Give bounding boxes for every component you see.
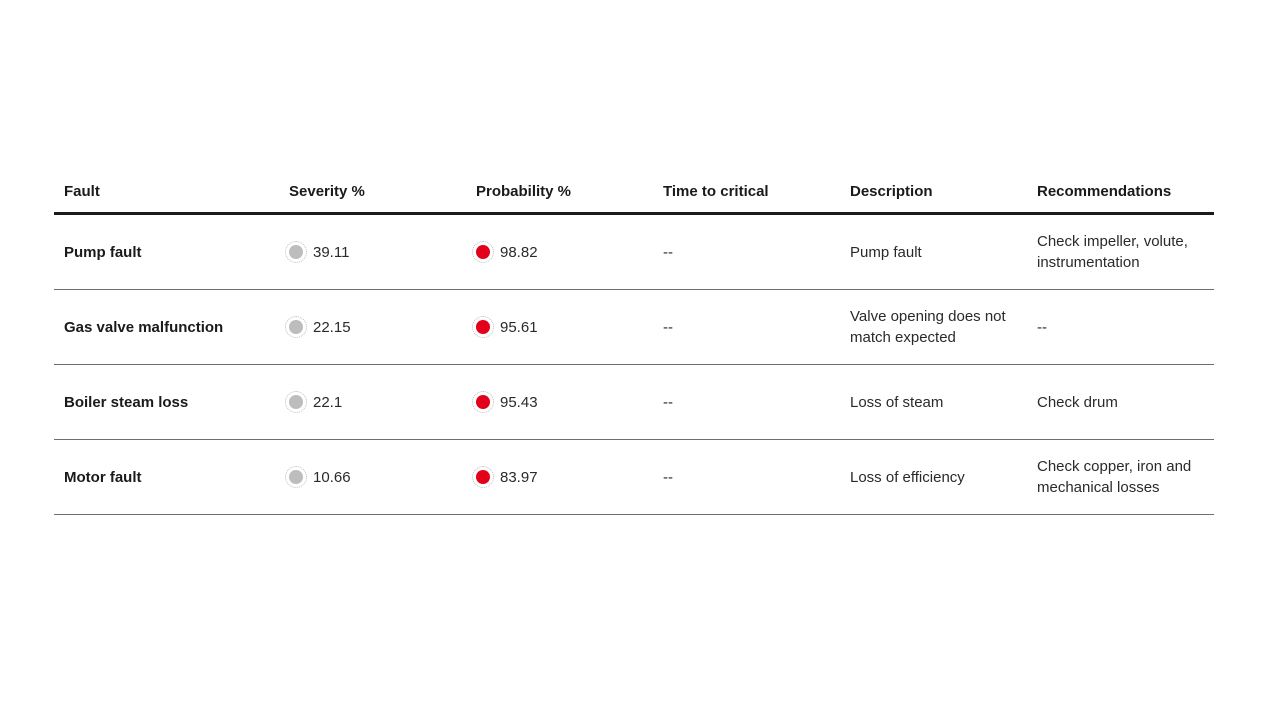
table-row[interactable]	[54, 215, 1214, 290]
severity-indicator-icon	[289, 245, 303, 259]
fault-name: Motor fault	[64, 468, 142, 486]
column-header-fault[interactable]: Fault	[64, 182, 100, 200]
fault-name: Pump fault	[64, 243, 142, 261]
probability-value: 83.97	[500, 468, 538, 486]
severity-indicator-icon	[289, 395, 303, 409]
fault-name: Gas valve malfunction	[64, 318, 224, 336]
severity-cell	[279, 242, 466, 263]
severity-value: 22.1	[313, 393, 343, 411]
severity-value: 22.15	[313, 318, 351, 336]
column-header-probability[interactable]: Probability %	[476, 182, 572, 200]
time-to-critical-value: --	[663, 318, 673, 336]
table-row[interactable]	[54, 365, 1214, 440]
column-header-severity[interactable]: Severity %	[289, 182, 365, 200]
recommendation-value: --	[1037, 318, 1047, 336]
table-row[interactable]	[54, 290, 1214, 365]
severity-cell	[279, 467, 466, 488]
probability-indicator-icon	[476, 395, 490, 409]
severity-value: 10.66	[313, 468, 351, 486]
probability-value: 95.43	[500, 393, 538, 411]
severity-indicator-icon	[289, 320, 303, 334]
recommendation-value: Check copper, iron and mechanical losses	[1037, 458, 1192, 496]
probability-cell	[466, 242, 653, 263]
time-to-critical-value: --	[663, 468, 673, 486]
fault-table	[54, 170, 1214, 515]
probability-indicator-icon	[476, 320, 490, 334]
severity-cell	[279, 317, 466, 338]
description-value: Pump fault	[850, 243, 922, 261]
probability-indicator-icon	[476, 245, 490, 259]
recommendation-value: Check impeller, volute, instrumentation	[1037, 233, 1188, 271]
time-to-critical-value: --	[663, 243, 673, 261]
column-header-time-to-critical[interactable]: Time to critical	[663, 182, 769, 200]
recommendation-value: Check drum	[1037, 393, 1118, 411]
time-to-critical-value: --	[663, 393, 673, 411]
probability-cell	[466, 467, 653, 488]
description-value: Loss of efficiency	[850, 468, 965, 486]
description-value: Loss of steam	[850, 393, 944, 411]
description-value: Valve opening does not match expected	[850, 308, 1006, 346]
fault-name: Boiler steam loss	[64, 393, 189, 411]
table-row[interactable]	[54, 440, 1214, 515]
severity-cell	[279, 392, 466, 413]
table-header-row	[54, 170, 1214, 215]
probability-value: 98.82	[500, 243, 538, 261]
severity-indicator-icon	[289, 470, 303, 484]
probability-cell	[466, 317, 653, 338]
column-header-recommendations[interactable]: Recommendations	[1037, 182, 1172, 200]
column-header-description[interactable]: Description	[850, 182, 933, 200]
probability-indicator-icon	[476, 470, 490, 484]
severity-value: 39.11	[313, 243, 350, 261]
probability-value: 95.61	[500, 318, 538, 336]
probability-cell	[466, 392, 653, 413]
